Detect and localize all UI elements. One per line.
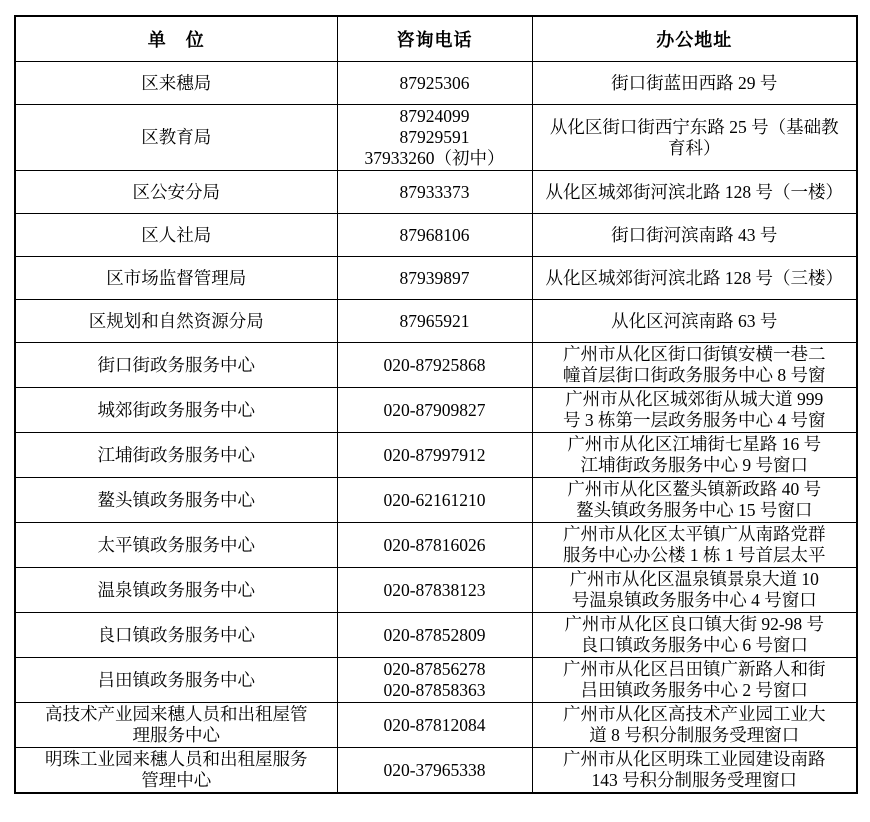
table-row [15,658,857,703]
table-cell-address [532,748,857,794]
table-row [15,171,857,214]
table-cell-phone [337,433,532,478]
table-cell-unit [15,257,337,300]
cell-line: 广州市从化区江埔街七星路 16 号 [567,434,822,454]
table-cell-address [532,388,857,433]
table-cell-phone [337,300,532,343]
cell-line: 广州市从化区街口街镇安横一巷二 [563,344,826,364]
table-cell-phone [337,613,532,658]
cell-line: 020-87925868 [383,354,486,375]
table-cell-phone [337,171,532,214]
table-cell-address [532,523,857,568]
cell-line: 管理中心 [141,770,212,790]
cell-line: 020-87816026 [383,534,486,555]
table-cell-address [532,613,857,658]
cell-line: 广州市从化区鳌头镇新政路 40 号 [567,479,822,499]
cell-line: 020-87852809 [383,624,486,645]
cell-line: 37933260（初中） [364,148,505,168]
cell-line: 020-62161210 [383,489,486,510]
table-cell-unit [15,171,337,214]
table-cell-phone [337,257,532,300]
table-row [15,105,857,171]
table-cell-phone [337,343,532,388]
table-cell-address [532,105,857,171]
table-cell-address [532,478,857,523]
cell-line: 鳌头镇政务服务中心 [97,489,255,510]
table-cell-unit [15,748,337,794]
table-cell-unit [15,343,337,388]
table-row [15,478,857,523]
table-cell-address [532,658,857,703]
column-header-unit: 单 位 [15,16,337,62]
cell-line: 理服务中心 [132,725,220,745]
table-cell-address [532,171,857,214]
cell-line: 道 8 号积分制服务受理窗口 [589,725,800,745]
table-cell-address [532,433,857,478]
cell-line: 87968106 [399,224,470,245]
table-row [15,62,857,105]
table-body [15,62,857,794]
table-cell-unit [15,300,337,343]
cell-line: 良口镇政务服务中心 6 号窗口 [580,635,808,655]
table-cell-unit [15,433,337,478]
table-cell-phone [337,62,532,105]
cell-line: 020-87856278 [383,659,486,679]
column-header-address: 办公地址 [532,16,857,62]
cell-line: 号温泉镇政务服务中心 4 号窗口 [571,590,817,610]
cell-line: 街口街河滨南路 43 号 [611,224,778,245]
table-cell-address [532,568,857,613]
cell-line: 高技术产业园来穗人员和出租屋管 [45,704,308,724]
table-cell-address [532,257,857,300]
table-row [15,343,857,388]
table-cell-address [532,703,857,748]
cell-line: 区市场监督管理局 [106,267,247,288]
cell-line: 江埔街政务服务中心 9 号窗口 [580,455,808,475]
cell-line: 温泉镇政务服务中心 [97,579,255,600]
cell-line: 广州市从化区吕田镇广新路人和街 [563,659,826,679]
table-row [15,613,857,658]
cell-line: 87965921 [399,310,470,331]
header-row [15,16,857,62]
cell-line: 服务中心办公楼 1 栋 1 号首层太平 [563,545,826,565]
cell-line: 87929591 [399,127,470,147]
table-row [15,523,857,568]
cell-line: 良口镇政务服务中心 [97,624,255,645]
cell-line: 太平镇政务服务中心 [97,534,255,555]
table-cell-phone [337,523,532,568]
table-cell-phone [337,703,532,748]
cell-line: 87939897 [399,267,470,288]
cell-line: 87924099 [399,106,470,126]
table-cell-phone [337,658,532,703]
cell-line: 020-87838123 [383,579,486,600]
cell-line: 街口街蓝田西路 29 号 [611,72,778,93]
table-cell-address [532,343,857,388]
cell-line: 020-37965338 [383,759,486,780]
table-cell-address [532,300,857,343]
table-cell-unit [15,62,337,105]
cell-line: 广州市从化区城郊街从城大道 999 [565,389,824,409]
cell-line: 020-87997912 [383,444,486,465]
cell-line: 区人社局 [141,224,212,245]
table-cell-address [532,62,857,105]
table-cell-unit [15,523,337,568]
cell-line: 区规划和自然资源分局 [88,310,264,331]
table-cell-unit [15,703,337,748]
cell-line: 街口街政务服务中心 [97,354,255,375]
table-cell-unit [15,388,337,433]
table-cell-phone [337,748,532,794]
table-cell-address [532,214,857,257]
table-cell-phone [337,388,532,433]
cell-line: 020-87909827 [383,399,486,420]
cell-line: 吕田镇政务服务中心 2 号窗口 [580,680,808,700]
table-cell-unit [15,105,337,171]
column-header-phone: 咨询电话 [337,16,532,62]
table-cell-unit [15,214,337,257]
table-row [15,388,857,433]
cell-line: 幢首层街口街政务服务中心 8 号窗 [563,365,826,385]
table-row [15,433,857,478]
cell-line: 明珠工业园来穗人员和出租屋服务 [45,749,308,769]
cell-line: 育科） [668,137,721,158]
table-cell-unit [15,613,337,658]
cell-line: 区来穗局 [141,72,212,93]
cell-line: 广州市从化区太平镇广从南路党群 [563,524,826,544]
cell-line: 020-87812084 [383,714,486,735]
cell-line: 城郊街政务服务中心 [97,399,255,420]
table-cell-phone [337,568,532,613]
table-cell-phone [337,214,532,257]
cell-line: 号 3 栋第一层政务服务中心 4 号窗 [563,410,826,430]
cell-line: 区教育局 [141,127,212,147]
table-cell-phone [337,105,532,171]
table-cell-unit [15,658,337,703]
table-row [15,214,857,257]
cell-line: 广州市从化区明珠工业园建设南路 [563,749,826,769]
table-cell-unit [15,478,337,523]
cell-line: 吕田镇政务服务中心 [97,669,255,690]
cell-line: 广州市从化区温泉镇景泉大道 10 [569,569,819,589]
table-cell-phone [337,478,532,523]
cell-line: 143 号积分制服务受理窗口 [591,770,798,790]
cell-line: 从化区城郊街河滨北路 128 号（三楼） [545,267,843,288]
table-row [15,703,857,748]
cell-line: 鳌头镇政务服务中心 15 号窗口 [576,500,813,520]
contact-table [14,15,858,794]
table-row [15,748,857,794]
cell-line: 87933373 [399,181,470,202]
cell-line: 区公安分局 [132,181,220,202]
table-row [15,257,857,300]
table-row [15,568,857,613]
cell-line: 江埔街政务服务中心 [97,444,255,465]
cell-line: 020-87858363 [383,680,486,700]
cell-line: 广州市从化区良口镇大街 92-98 号 [564,614,825,634]
cell-line: 87925306 [399,72,470,93]
cell-line: 广州市从化区高技术产业园工业大 [563,704,826,724]
cell-line: 从化区城郊街河滨北路 128 号（一楼） [545,181,843,202]
table-cell-unit [15,568,337,613]
table-row [15,300,857,343]
cell-line: 从化区河滨南路 63 号 [611,310,778,331]
cell-line: 从化区街口街西宁东路 25 号（基础教 [549,116,839,137]
